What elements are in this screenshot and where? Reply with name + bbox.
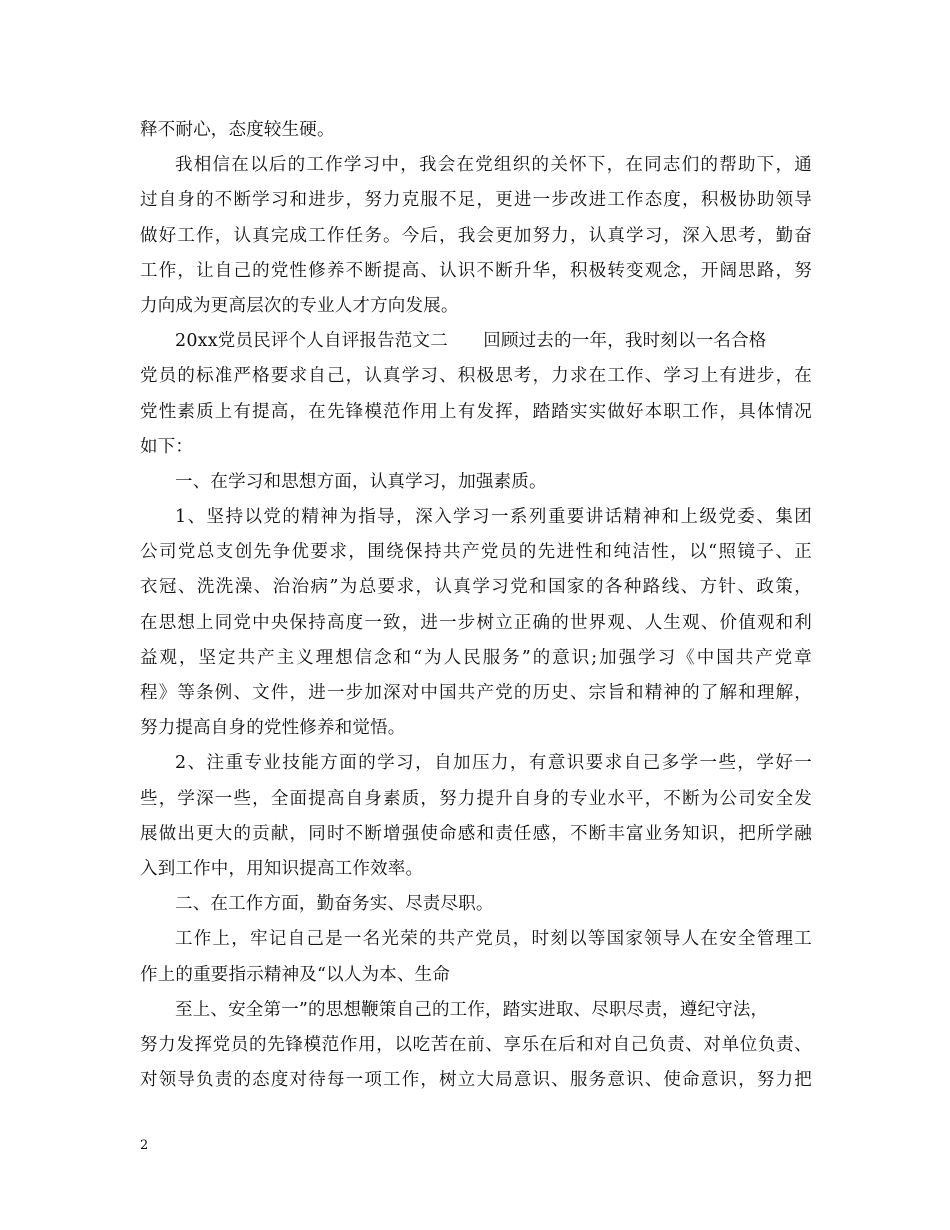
text-line: 力向成为更高层次的专业人才方向发展。: [140, 295, 459, 316]
text-line: 2、注重专业技能方面的学习，自加压力，有意识要求自己多学一些，学好一: [175, 753, 812, 774]
text-line: 在思想上同党中央保持高度一致，进一步树立正确的世界观、人生观、价值观和利: [140, 612, 812, 633]
text-line: 工作上，牢记自己是一名光荣的共产党员，时刻以等国家领导人在安全管理工: [175, 929, 812, 950]
text-line: 我相信在以后的工作学习中，我会在党组织的关怀下，在同志们的帮助下，通: [175, 155, 812, 176]
text-line: 努力提高自身的党性修养和觉悟。: [140, 718, 406, 739]
text-line: 如下：: [140, 436, 194, 457]
document-body: [140, 113, 812, 1098]
text-line: 衣冠、洗洗澡、治治病”为总要求，认真学习党和国家的各种路线、方针、政策，: [140, 577, 812, 598]
text-line: 至上、安全第一”的思想鞭策自己的工作，踏实进取、尽职尽责，遵纪守法，: [175, 999, 769, 1020]
page-number: 2: [140, 1138, 149, 1153]
text-line: 益观，坚定共产主义理想信念和“为人民服务”的意识;加强学习《中国共产党章: [140, 647, 812, 668]
text-line: 入到工作中，用知识提高工作效率。: [140, 858, 424, 879]
text-line: 工作，让自己的党性修养不断提高、认识不断升华，积极转变观念，开阔思路，努: [140, 260, 812, 281]
text-line: 展做出更大的贡献，同时不断增强使命感和责任感，不断丰富业务知识，把所学融: [140, 823, 812, 844]
text-line: 做好工作，认真完成工作任务。今后，我会更加努力，认真学习，深入思考，勤奋: [140, 225, 812, 246]
text-line: 作上的重要指示精神及“以人为本、生命: [140, 964, 451, 985]
text-line: 1、坚持以党的精神为指导，深入学习一系列重要讲话精神和上级党委、集团: [175, 507, 812, 528]
text-line: 党员的标准严格要求自己，认真学习、积极思考，力求在工作、学习上有进步，在: [140, 366, 812, 387]
text-line: 党性素质上有提高，在先锋模范作用上有发挥，踏踏实实做好本职工作，具体情况: [140, 401, 812, 422]
section-heading-line: 二、在工作方面，勤奋务实、尽责尽职。: [175, 894, 494, 915]
section-heading-line: 20xx党员民评个人自评报告范文二 回顾过去的一年，我时刻以一名合格: [175, 331, 767, 352]
text-line: 释不耐心，态度较生硬。: [140, 120, 335, 140]
text-line: 些，学深一些，全面提高自身素质，努力提升自身的专业水平，不断为公司安全发: [140, 788, 812, 809]
text-line: 公司党总支创先争优要求，围绕保持共产党员的先进性和纯洁性，以“照镜子、正: [140, 542, 812, 563]
text-line: 过自身的不断学习和进步，努力克服不足，更进一步改进工作态度，积极协助领导: [140, 190, 812, 211]
text-line: 对领导负责的态度对待每一项工作，树立大局意识、服务意识、使命意识，努力把: [140, 1070, 812, 1091]
text-line: 努力发挥党员的先锋模范作用，以吃苦在前、享乐在后和对自己负责、对单位负责、: [140, 1034, 812, 1055]
text-line: 程》等条例、文件，进一步加深对中国共产党的历史、宗旨和精神的了解和理解，: [140, 683, 812, 703]
section-heading-line: 一、在学习和思想方面，认真学习，加强素质。: [175, 471, 547, 492]
